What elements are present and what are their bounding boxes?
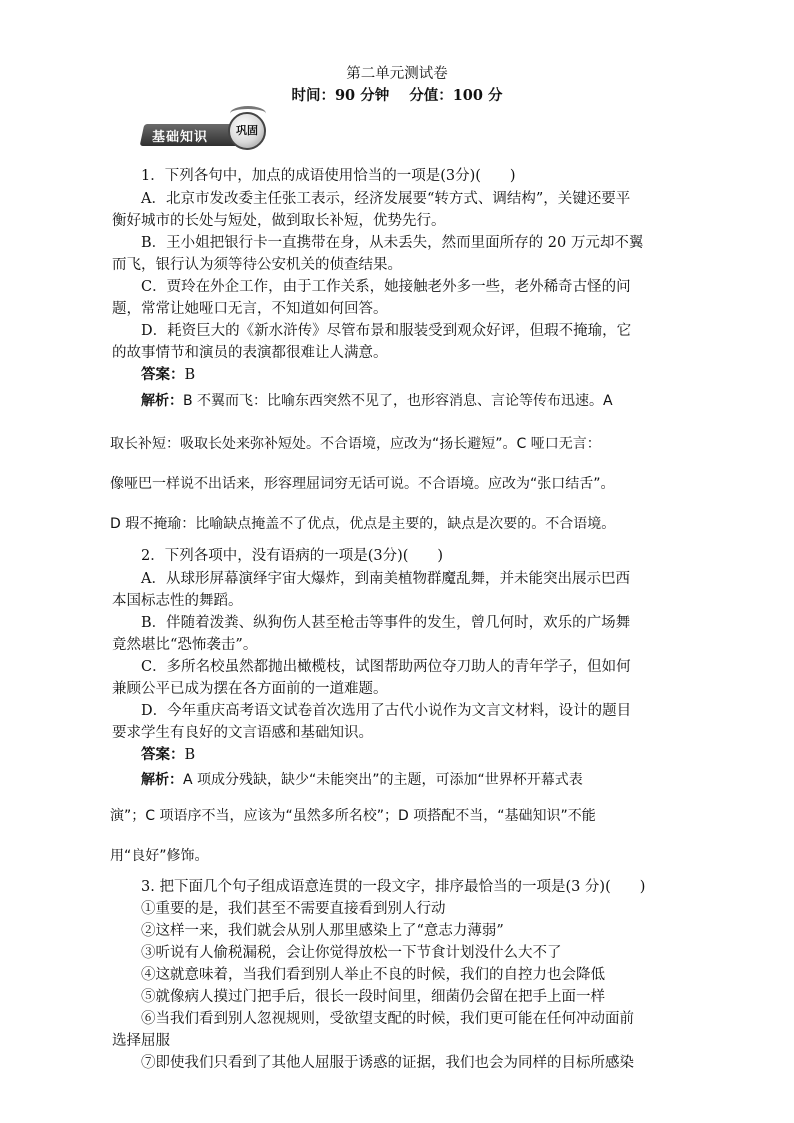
q1-option-d-cont: 的故事情节和演员的表演都很难让人满意。 <box>112 345 388 361</box>
q2-answer <box>141 745 195 765</box>
q1-explanation-line: 取长补短：吸取长处来弥补短处。不合语境，应改为“扬长避短”。C 哑口无言： <box>110 436 601 452</box>
q1-explanation-line: 像哑巴一样说不出话来，形容理屈词穷无话可说。不合语境。应改为“张口结舌”。 <box>110 476 615 492</box>
q2-explanation <box>141 770 583 790</box>
q3-sentence-7: ⑦即使我们只看到了其他人屈服于诱惑的证据，我们也会为同样的目标所感染 <box>141 1055 634 1071</box>
q3-stem: 3. 把下面几个句子组成语意连贯的一段文字，排序最恰当的一项是(3 分)( ) <box>141 879 646 895</box>
q1-option-c-cont: 题，常常让她哑口无言，不知道如何回答。 <box>112 301 388 317</box>
q1-option-a: A．北京市发改委主任张工表示，经济发展要“转方式、调结构”，关键还要平 <box>141 191 631 207</box>
banner-badge-label: 巩固 <box>236 124 258 137</box>
q3-sentence-5: ⑤就像病人摸过门把手后，很长一段时间里，细菌仍会留在把手上面一样 <box>141 989 605 1005</box>
q2-option-d-cont: 要求学生有良好的文言语感和基础知识。 <box>112 725 373 741</box>
q2-option-a-cont: 本国标志性的舞蹈。 <box>112 593 243 609</box>
explanation-label: 解析： <box>141 393 183 409</box>
q3-sentence-3: ③听说有人偷税漏税，会让你觉得放松一下节食计划没什么大不了 <box>141 945 562 961</box>
q3-sentence-6: ⑥当我们看到别人忽视规则，受欲望支配的时候，我们更可能在任何冲动面前 <box>141 1011 634 1027</box>
q2-explanation-line: 用“良好”修饰。 <box>110 848 209 864</box>
total-score: 分值：100 分 <box>409 87 503 104</box>
q1-option-a-cont: 衡好城市的长处与短处，做到取长补短，优势先行。 <box>112 213 446 229</box>
q2-option-d: D．今年重庆高考语文试卷首次选用了古代小说作为文言文材料，设计的题目 <box>141 703 632 719</box>
q1-explanation-line: D 瑕不掩瑜：比喻缺点掩盖不了优点，优点是主要的，缺点是次要的。不合语境。 <box>110 516 616 532</box>
q2-option-c-cont: 兼顾公平已成为摆在各方面前的一道难题。 <box>112 681 388 697</box>
q2-option-a: A．从球形屏幕演绎宇宙大爆炸，到南美植物群魔乱舞，并未能突出展示巴西 <box>141 571 630 587</box>
q2-stem: 2．下列各项中，没有语病的一项是(3分)( ) <box>141 548 444 564</box>
q1-stem: 1．下列各句中，加点的成语使用恰当的一项是(3分)( ) <box>141 168 516 184</box>
banner-label: 基础知识 <box>152 130 209 145</box>
q2-option-b-cont: 竟然堪比“恐怖袭击”。 <box>112 637 258 653</box>
q2-option-c: C．多所名校虽然都抛出橄榄枝，试图帮助两位夺刀助人的青年学子，但如何 <box>141 659 631 675</box>
q1-option-b-cont: 而飞，银行认为须等待公安机关的侦查结果。 <box>112 257 402 273</box>
q3-sentence-6-cont: 选择屈服 <box>112 1033 170 1049</box>
explanation-text: A 项成分残缺，缺少“未能突出”的主题，可添加“世界杯开幕式表 <box>183 772 583 788</box>
q1-answer <box>141 365 195 385</box>
section-banner <box>140 106 266 148</box>
q3-sentence-2: ②这样一来，我们就会从别人那里感染上了“意志力薄弱” <box>141 923 504 939</box>
q1-option-b: B．王小姐把银行卡一直携带在身，从未丢失，然而里面所存的 20 万元却不翼 <box>141 235 644 251</box>
answer-label: 答案： <box>141 746 185 763</box>
explanation-text: B 不翼而飞：比喻东西突然不见了，也形容消息、言论等传布迅速。A <box>183 393 613 409</box>
answer-value: B <box>184 367 196 383</box>
q3-sentence-4: ④这就意味着，当我们看到别人举止不良的时候，我们的自控力也会降低 <box>141 967 605 983</box>
explanation-label: 解析： <box>141 772 183 788</box>
time-limit: 时间：90 分钟 <box>291 87 390 104</box>
exam-meta <box>0 84 794 105</box>
q2-option-b: B．伴随着泼粪、纵狗伤人甚至枪击等事件的发生，曾几何时，欢乐的广场舞 <box>141 615 631 631</box>
q3-sentence-1: ①重要的是，我们甚至不需要直接看到别人行动 <box>141 901 446 917</box>
q1-option-c: C．贾玲在外企工作，由于工作关系，她接触老外多一些，老外稀奇古怪的问 <box>141 279 631 295</box>
answer-value: B <box>184 747 196 763</box>
q2-explanation-line: 演”；C 项语序不当，应该为“虽然多所名校”；D 项搭配不当，“基础知识”不能 <box>110 808 596 824</box>
answer-label: 答案： <box>141 366 185 383</box>
page-title: 第二单元测试卷 <box>346 66 448 82</box>
q1-explanation <box>141 391 613 411</box>
q1-option-d: D．耗资巨大的《新水浒传》尽管布景和服装受到观众好评，但瑕不掩瑜，它 <box>141 323 632 339</box>
